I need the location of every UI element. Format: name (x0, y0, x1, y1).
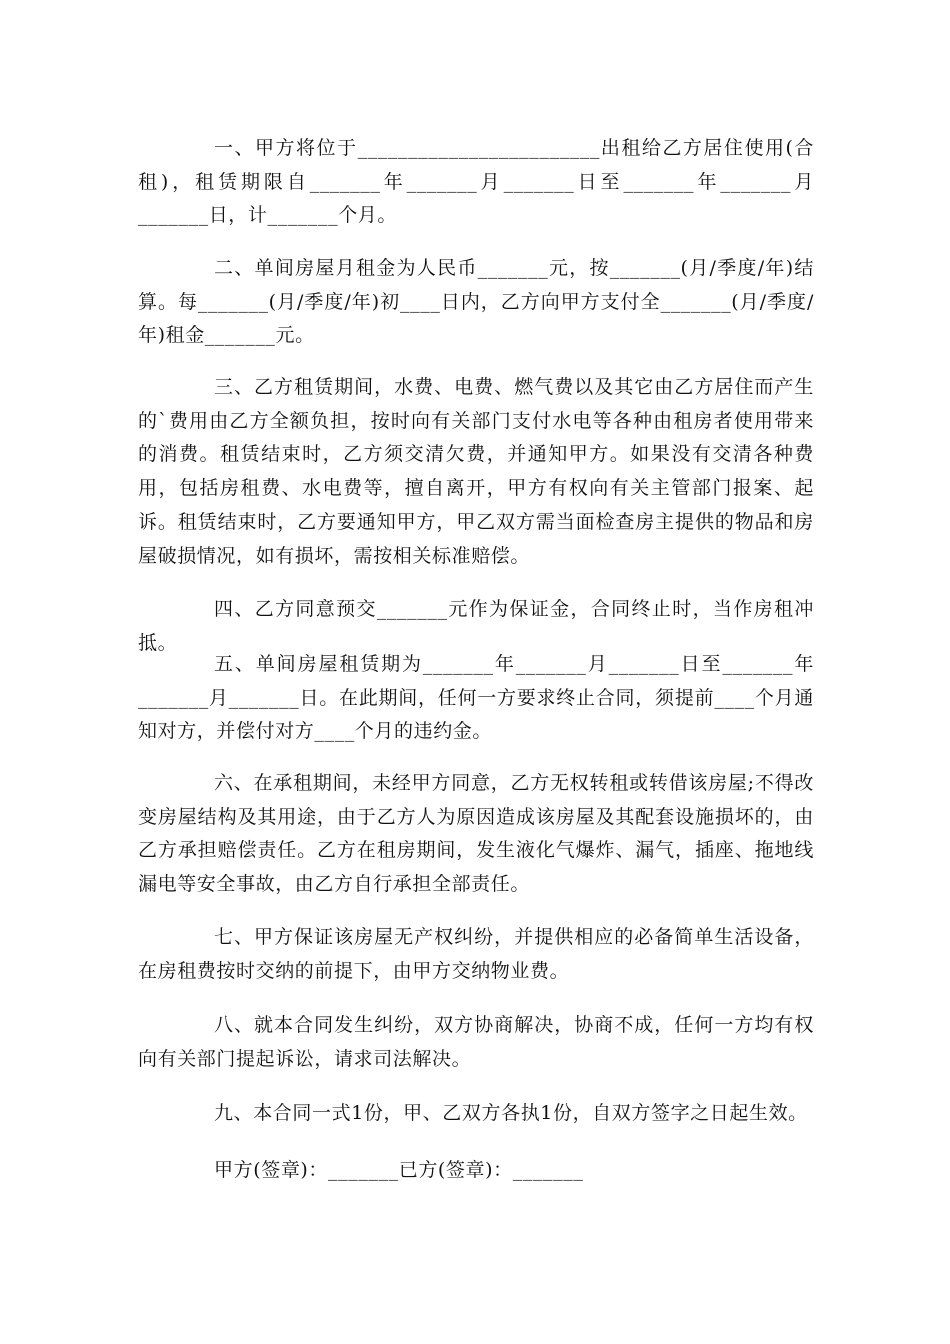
clause-3: 三、乙方租赁期间，水费、电费、燃气费以及其它由乙方居住而产生的`费用由乙方全额负担，按时向有关部门支付水电等各种由租房者使用带来的消费。租赁结束时，乙方须交清欠费，并通知甲方。如果没有交清各种费用，包括房租费、水电费等，擅自离开，甲方有权向有关主管部门报案、起诉。租赁结束时，乙方要通知甲方，甲乙双方需当面检查房主提供的物品和房屋破损情况，如有损坏，需按相关标准赔偿。 (138, 376, 814, 567)
clause-8: 八、就本合同发生纠纷，双方协商解决，协商不成，任何一方均有权向有关部门提起诉讼，请求司法解决。 (138, 1014, 814, 1070)
clause-2: 二、单间房屋月租金为人民币_______元，按_______(月/季度/年)结算。每_______(月/季度/年)初____日内，乙方向甲方支付全_______(月/季度/年)租金_______元。 (138, 257, 814, 347)
clause-1: 一、甲方将位于________________________出租给乙方居住使用(合租)，租赁期限自_______年_______月_______日至_______年_______月_______日，计_______个月。 (138, 137, 814, 227)
signature-line: 甲方(签章)：_______已方(签章)：_______ (214, 1159, 584, 1181)
clause-7: 七、甲方保证该房屋无产权纠纷，并提供相应的必备简单生活设备，在房租费按时交纳的前提下，由甲方交纳物业费。 (138, 926, 814, 982)
clause-5: 五、单间房屋租赁期为_______年_______月_______日至_______年_______月_______日。在此期间，任何一方要求终止合同，须提前____个月通知对方，并偿付对方____个月的违约金。 (138, 653, 814, 743)
clause-9: 九、本合同一式1份，甲、乙双方各执1份，自双方签字之日起生效。 (214, 1102, 808, 1124)
clause-4: 四、乙方同意预交_______元作为保证金，合同终止时，当作房租冲抵。 (138, 598, 814, 654)
clause-6: 六、在承租期间，未经甲方同意，乙方无权转租或转借该房屋;不得改变房屋结构及其用途，由于乙方人为原因造成该房屋及其配套设施损坏的，由乙方承担赔偿责任。乙方在租房期间，发生液化气爆炸、漏气，插座、拖地线漏电等安全事故，由乙方自行承担全部责任。 (138, 772, 814, 896)
